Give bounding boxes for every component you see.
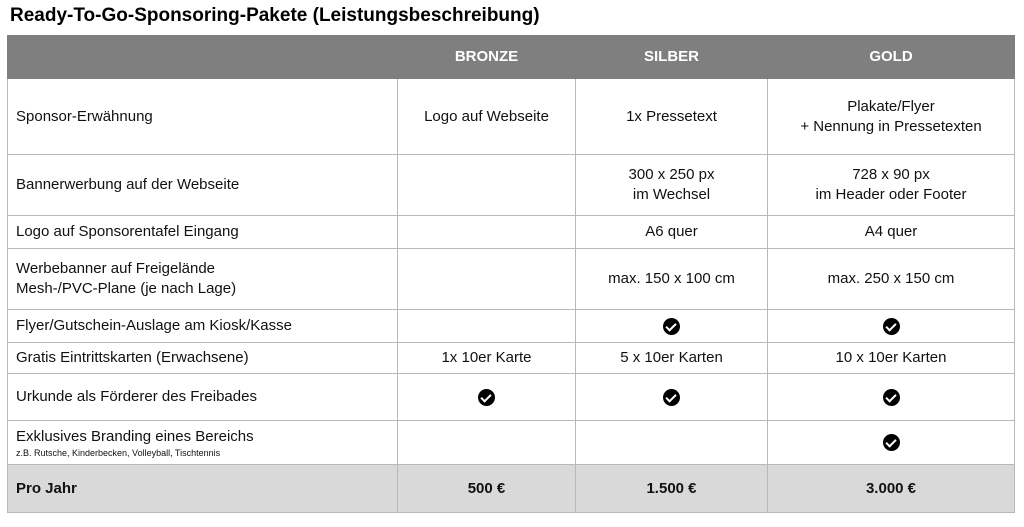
- cell-gold-line2: im Header oder Footer: [815, 186, 967, 203]
- row-label: Flyer/Gutschein-Auslage am Kiosk/Kasse: [8, 310, 398, 343]
- check-circle-icon: [478, 389, 495, 406]
- price-gold: 3.000 €: [768, 465, 1015, 513]
- cell-bronze: [398, 249, 576, 310]
- row-label: [8, 421, 398, 465]
- cell-silber: 1x Pressetext: [576, 79, 768, 155]
- cell-gold: max. 250 x 150 cm: [768, 249, 1015, 310]
- table-row: [8, 155, 1015, 216]
- cell-gold: A4 quer: [768, 216, 1015, 249]
- cell-gold: [768, 155, 1015, 216]
- cell-bronze: [398, 374, 576, 421]
- row-label: Sponsor-Erwähnung: [8, 79, 398, 155]
- table-row: [8, 79, 1015, 155]
- row-label-line2: Mesh-/PVC-Plane (je nach Lage): [16, 280, 237, 297]
- row-sublabel: z.B. Rutsche, Kinderbecken, Volleyball, Tischtennis: [16, 447, 221, 458]
- cell-bronze: [398, 310, 576, 343]
- cell-silber: [576, 421, 768, 465]
- row-label: Urkunde als Förderer des Freibades: [8, 374, 398, 421]
- row-label: [8, 249, 398, 310]
- cell-gold-line1: Plakate/Flyer: [847, 97, 935, 115]
- check-circle-icon: [663, 389, 680, 406]
- column-header-silber: SILBER: [576, 36, 768, 79]
- total-label: Pro Jahr: [8, 465, 398, 513]
- cell-silber: [576, 310, 768, 343]
- column-header-bronze: BRONZE: [398, 36, 576, 79]
- total-row: [8, 465, 1015, 513]
- row-label: Logo auf Sponsorentafel Eingang: [8, 216, 398, 249]
- table-header-row: [8, 36, 1015, 79]
- cell-gold: [768, 310, 1015, 343]
- row-label-line1: Werbebanner auf Freigelände: [16, 260, 216, 277]
- table-row: [8, 421, 1015, 465]
- cell-silber-line1: 300 x 250 px: [628, 166, 715, 183]
- check-circle-icon: [883, 434, 900, 451]
- cell-gold: 10 x 10er Karten: [768, 343, 1015, 374]
- price-silber: 1.500 €: [576, 465, 768, 513]
- check-circle-icon: [883, 389, 900, 406]
- page-title: Ready-To-Go-Sponsoring-Pakete (Leistungsbeschreibung): [10, 5, 540, 26]
- cell-bronze: [398, 155, 576, 216]
- cell-gold: [768, 374, 1015, 421]
- cell-silber: [576, 374, 768, 421]
- cell-silber: 5 x 10er Karten: [576, 343, 768, 374]
- cell-bronze: 1x 10er Karte: [398, 343, 576, 374]
- cell-bronze: Logo auf Webseite: [398, 79, 576, 155]
- check-circle-icon: [663, 318, 680, 335]
- cell-silber: [576, 155, 768, 216]
- cell-silber: A6 quer: [576, 216, 768, 249]
- price-bronze: 500 €: [398, 465, 576, 513]
- table-row: [8, 216, 1015, 249]
- table-row: [8, 374, 1015, 421]
- table-row: [8, 310, 1015, 343]
- row-label-main: Exklusives Branding eines Bereichs: [16, 427, 254, 445]
- cell-gold: [768, 79, 1015, 155]
- cell-gold-line1: 728 x 90 px: [852, 166, 930, 183]
- table-row: [8, 249, 1015, 310]
- cell-gold: [768, 421, 1015, 465]
- sponsoring-table: [7, 35, 1015, 513]
- cell-bronze: [398, 216, 576, 249]
- row-label: Gratis Eintrittskarten (Erwachsene): [8, 343, 398, 374]
- row-label: Bannerwerbung auf der Webseite: [8, 155, 398, 216]
- cell-bronze: [398, 421, 576, 465]
- column-header-gold: GOLD: [768, 36, 1015, 79]
- header-blank-cell: [8, 36, 398, 79]
- cell-gold-line2: + Nennung in Pressetexten: [800, 117, 982, 135]
- cell-silber-line2: im Wechsel: [632, 186, 711, 203]
- table-row: [8, 343, 1015, 374]
- cell-silber: max. 150 x 100 cm: [576, 249, 768, 310]
- check-circle-icon: [883, 318, 900, 335]
